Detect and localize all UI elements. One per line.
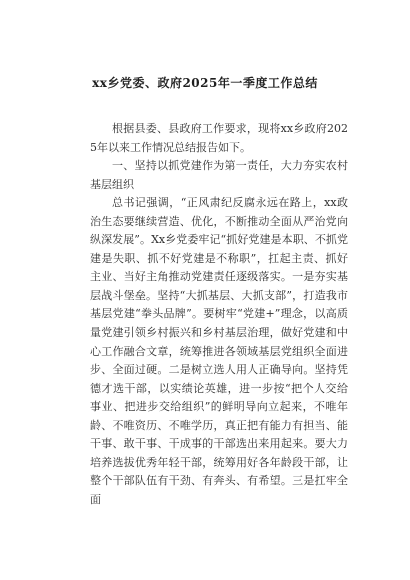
document-body [90,120,348,509]
section-heading-1: 一、坚持以抓党建作为第一责任，大力夯实农村基层组织 [90,159,348,191]
intro-paragraph: 根据县委、县政府工作要求，现将xx乡政府2025年以来工作情况总结报告如下。 [90,122,348,154]
document-title: xx乡党委、政府2025年一季度工作总结 [92,76,318,90]
body-paragraph: 总书记强调，“正风肃纪反腐永远在路上，xx政治生态要继续营造、优化，不断推动全面从严治党向纵深发展”。Xx乡党委牢记“抓好党建是本职、不抓党建是失职、抓不好党建是不称职”，扛起主责、抓好主业、当好主角推动党建责任逐级落实。一是夯实基层战斗堡垒。坚持“大抓基层、大抓支部”，打造我市基层党建“拳头品牌”。要树牢“党建+”理念，以高质量党建引领乡村振兴和乡村基层治理，做好党建和中心工作融合文章，统筹推进各领域基层党组织全面进步、全面过硬。二是树立选人用人正确导向。坚持凭德才选干部，以实绩论英雄，进一步按“把个人交给事业、把进步交给组织”的鲜明导向立起来，不唯年龄、不唯资历、不唯学历，真正把有能力有担当、能干事、敢干事、干成事的干部选出来用起来。要大力培养选拔优秀年轻干部，统筹用好各年龄段干部，让整个干部队伍有干劲、有奔头、有希望。三是扛牢全面 [90,196,348,506]
